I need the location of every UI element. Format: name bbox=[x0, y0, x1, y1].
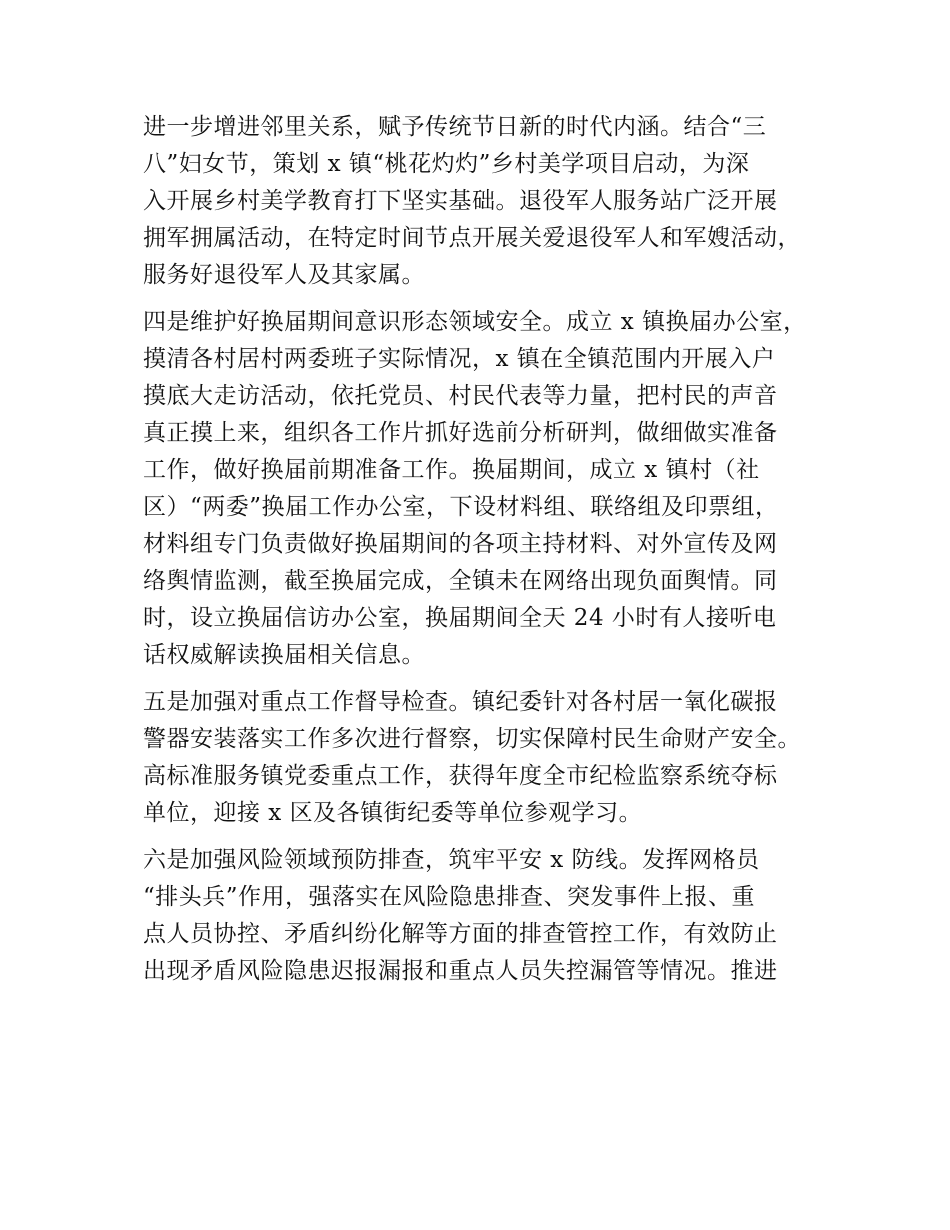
text-line: 点人员协控、矛盾纠纷化解等方面的排查管控工作，有效防止 bbox=[143, 921, 778, 947]
text-line: “排头兵”作用，强落实在风险隐患排查、突发事件上报、重 bbox=[143, 884, 756, 910]
paragraph-gap bbox=[143, 832, 825, 842]
text-line: 摸底大走访活动，依托党员、村民代表等力量，把村民的声音 bbox=[143, 383, 778, 409]
text-line: 高标准服务镇党委重点工作，获得年度全市纪检监察系统夺标 bbox=[143, 763, 778, 789]
text-line: 入开展乡村美学教育打下坚实基础。退役军人服务站广泛开展 bbox=[143, 188, 778, 214]
paragraph-1 bbox=[143, 109, 825, 294]
text-line: 拥军拥属活动，在特定时间节点开展关爱退役军人和军嫂活动， bbox=[143, 225, 801, 251]
text-line: 话权威解读换届相关信息。 bbox=[143, 642, 425, 668]
text-line: 五是加强对重点工作督导检查。镇纪委针对各村居一氧化碳报 bbox=[143, 689, 778, 715]
text-line: 络舆情监测，截至换届完成，全镇未在网络出现负面舆情。同 bbox=[143, 568, 778, 594]
paragraph-gap bbox=[143, 294, 825, 304]
paragraph-gap bbox=[143, 674, 825, 684]
text-line: 真正摸上来，组织各工作片抓好选前分析研判，做细做实准备 bbox=[143, 420, 778, 446]
text-line: 材料组专门负责做好换届期间的各项主持材料、对外宣传及网 bbox=[143, 531, 778, 557]
text-line: 单位，迎接 x 区及各镇街纪委等单位参观学习。 bbox=[143, 800, 643, 826]
text-line: 摸清各村居村两委班子实际情况，x 镇在全镇范围内开展入户 bbox=[143, 346, 776, 372]
text-line: 服务好退役军人及其家属。 bbox=[143, 262, 425, 288]
text-line: 四是维护好换届期间意识形态领域安全。成立 x 镇换届办公室， bbox=[143, 309, 807, 335]
text-line: 八”妇女节，策划 x 镇“桃花灼灼”乡村美学项目启动，为深 bbox=[143, 151, 750, 177]
text-line: 进一步增进邻里关系，赋予传统节日新的时代内涵。结合“三 bbox=[143, 114, 767, 140]
text-line: 六是加强风险领域预防排查，筑牢平安 x 防线。发挥网格员 bbox=[143, 847, 760, 873]
paragraph-2 bbox=[143, 304, 825, 674]
text-line: 区）“两委”换届工作办公室，下设材料组、联络组及印票组， bbox=[143, 494, 779, 520]
body-text bbox=[143, 109, 825, 990]
text-line: 出现矛盾风险隐患迟报漏报和重点人员失控漏管等情况。推进 bbox=[143, 958, 778, 984]
paragraph-3 bbox=[143, 684, 825, 832]
paragraph-4 bbox=[143, 842, 825, 990]
text-line: 警器安装落实工作多次进行督察，切实保障村民生命财产安全。 bbox=[143, 726, 801, 752]
text-line: 时，设立换届信访办公室，换届期间全天 24 小时有人接听电 bbox=[143, 605, 777, 631]
text-line: 工作，做好换届前期准备工作。换届期间，成立 x 镇村（社 bbox=[143, 457, 760, 483]
